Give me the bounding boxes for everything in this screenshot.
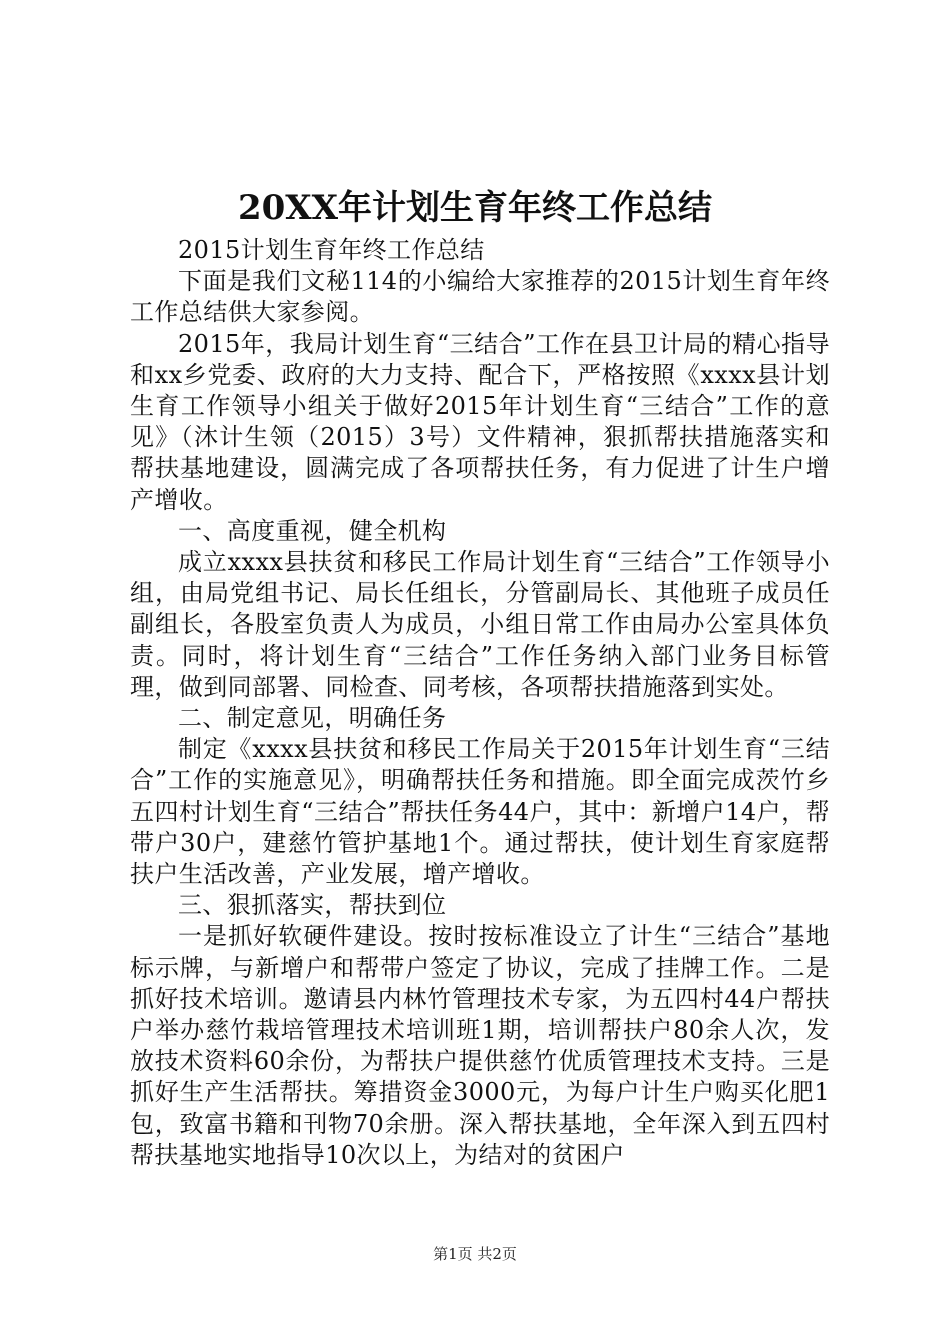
section-heading-1: 一、高度重视，健全机构 xyxy=(178,516,447,545)
document-title: 20XX年计划生育年终工作总结 xyxy=(237,188,713,228)
paragraph-section-1: 成立xxxx县扶贫和移民工作局计划生育“三结合”工作领导小组，由局党组书记、局长任组长，分管副局长、其他班子成员任副组长，各股室负责人为成员，小组日常工作由局办公室具体负责。同时，将计划生育“三结合”工作任务纳入部门业务目标管理，做到同部署、同检查、同考核，各项帮扶措施落到实处。 xyxy=(130,548,830,701)
paragraph-overview: 2015年，我局计划生育“三结合”工作在县卫计局的精心指导和xx乡党委、政府的大力支持、配合下，严格按照《xxxx县计划生育工作领导小组关于做好2015年计划生育“三结合”工作的意见》（沐计生领（2015）3号）文件精神，狠抓帮扶措施落实和帮扶基地建设，圆满完成了各项帮扶任务，有力促进了计生户增产增收。 xyxy=(130,329,830,514)
page-footer: 第1页 共2页 xyxy=(433,1245,517,1263)
section-heading-2: 二、制定意见，明确任务 xyxy=(178,704,447,733)
paragraph-subtitle: 2015计划生育年终工作总结 xyxy=(178,236,485,264)
section-heading-3: 三、狠抓落实，帮扶到位 xyxy=(178,891,447,920)
paragraph-section-2: 制定《xxxx县扶贫和移民工作局关于2015年计划生育“三结合”工作的实施意见》，明确帮扶任务和措施。即全面完成茨竹乡五四村计划生育“三结合”帮扶任务44户，其中：新增户14户，帮带户30户，建慈竹管护基地1个。通过帮扶，使计划生育家庭帮扶户生活改善，产业发展，增产增收。 xyxy=(130,735,830,889)
paragraph-intro: 下面是我们文秘114的小编给大家推荐的2015计划生育年终工作总结供大家参阅。 xyxy=(130,267,830,327)
document-body xyxy=(130,235,830,1171)
paragraph-section-3: 一是抓好软硬件建设。按时按标准设立了计生“三结合”基地标示牌，与新增户和帮带户签定了协议，完成了挂牌工作。二是抓好技术培训。邀请县内林竹管理技术专家，为五四村44户帮扶户举办慈竹栽培管理技术培训班1期，培训帮扶户80余人次，发放技术资料60余份，为帮扶户提供慈竹优质管理技术支持。三是抓好生产生活帮扶。筹措资金3000元，为每户计生户购买化肥1包，致富书籍和刊物70余册。深入帮扶基地，全年深入到五四村帮扶基地实地指导10次以上，为结对的贫困户 xyxy=(130,922,830,1169)
